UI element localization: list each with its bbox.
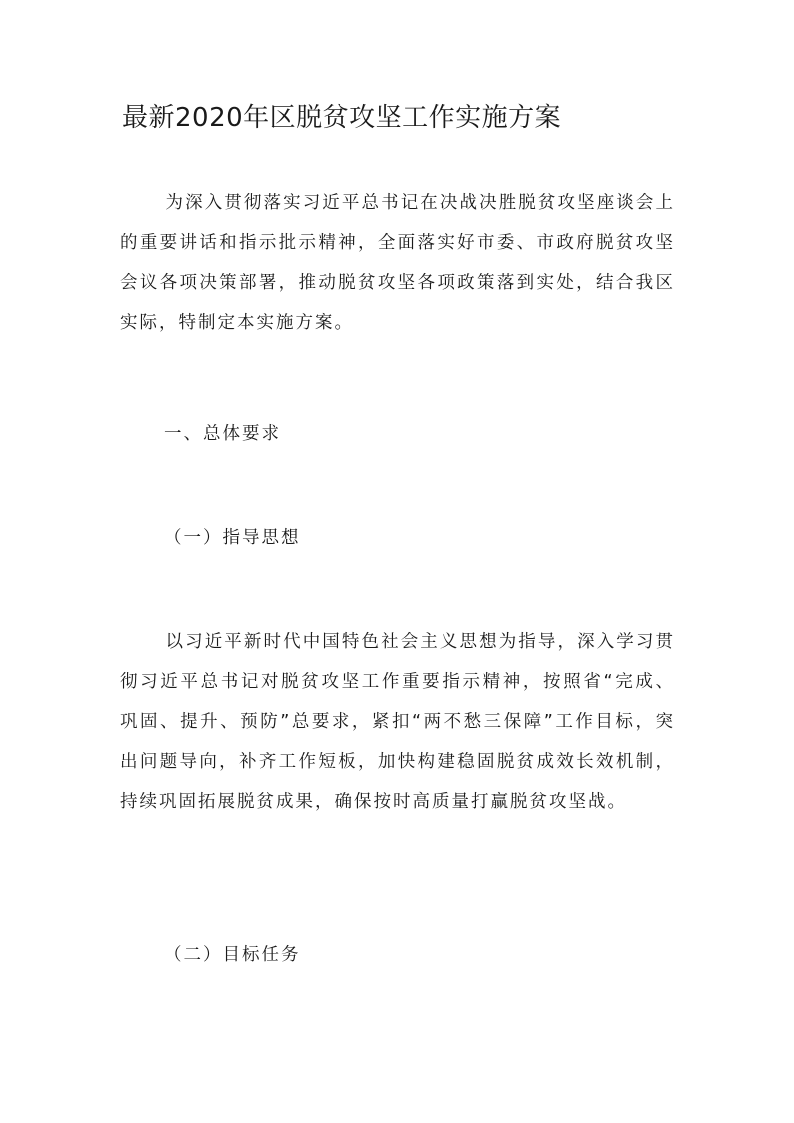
subsection-heading-guiding-ideology: （一）指导思想 bbox=[164, 528, 301, 548]
subsection-heading-goals-and-tasks: （二）目标任务 bbox=[164, 945, 301, 965]
document-title: 最新2020年区脱贫攻坚工作实施方案 bbox=[122, 103, 562, 133]
section-heading-general-requirements: 一、总体要求 bbox=[164, 424, 281, 444]
guiding-ideology-paragraph: 以习近平新时代中国特色社会主义思想为指导，深入学习贯彻习近平总书记对脱贫攻坚工作重要指示精神，按照省“完成、巩固、提升、预防”总要求，紧扣“两不愁三保障”工作目标，突出问题导向，补齐工作短板，加快构建稳固脱贫成效长效机制，持续巩固拓展脱贫成果，确保按时高质量打赢脱贫攻坚战。 bbox=[120, 632, 675, 812]
intro-paragraph: 为深入贯彻落实习近平总书记在决战决胜脱贫攻坚座谈会上的重要讲话和指示批示精神，全面落实好市委、市政府脱贫攻坚会议各项决策部署，推动脱贫攻坚各项政策落到实处，结合我区实际，特制定本实施方案。 bbox=[120, 193, 675, 333]
